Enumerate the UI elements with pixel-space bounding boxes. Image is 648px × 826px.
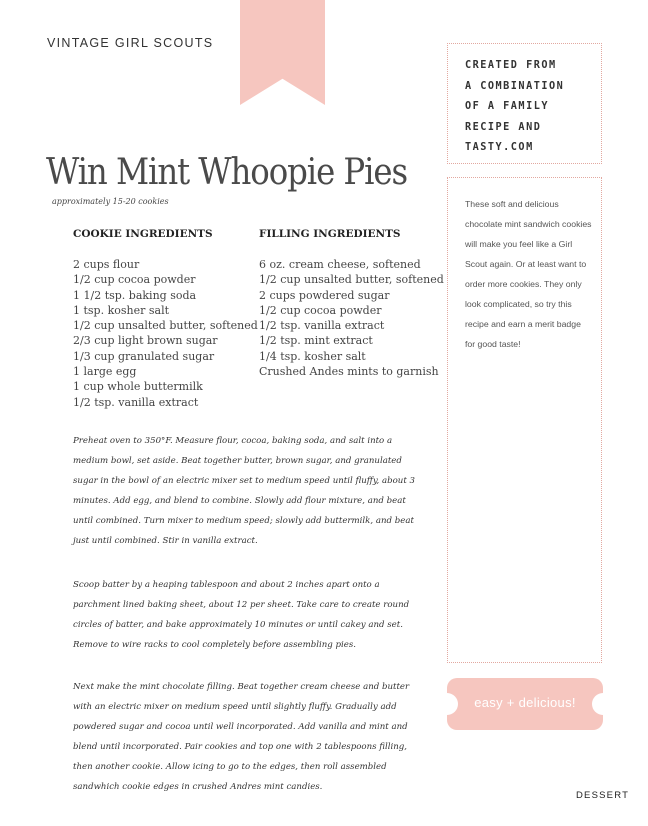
ingredient-item: 2 cups powdered sugar [259,288,390,302]
cookie-ingredients-list [73,257,258,410]
easy-delicious-badge [447,678,603,730]
created-line-2: A COMBINATION [465,80,565,92]
ingredient-item: 1/2 tsp. vanilla extract [73,395,199,409]
recipe-title: Win Mint Whoopie Pies [46,152,408,193]
instructions-step-2: Scoop batter by a heaping tablespoon and about 2 inches apart onto a parchment lined baking sheet, about 12 per sheet. Take care to create round circles of batter, and bake approximately 10 minutes or until cakey and set. Remove to wire racks to cool completely before assembling pies. [73,580,410,650]
sidebar-blurb: These soft and delicious chocolate mint sandwich cookies will make you feel like a Girl Scout again. Or at least want to order more cookies. They only look complicated, so try this recipe and earn a merit badge for good taste! [465,199,592,349]
ingredient-item: Crushed Andes mints to garnish [259,365,439,379]
badge-label: easy + delicious! [474,695,576,710]
ingredient-item: 1/3 cup granulated sugar [73,349,215,363]
ingredient-item: 1 cup whole buttermilk [73,380,203,394]
created-line-3: OF A FAMILY [465,101,549,112]
ingredient-item: 1 1/2 tsp. baking soda [73,288,197,302]
ingredient-item: 1/2 cup unsalted butter, softened [259,273,444,287]
ingredient-item: 1/4 tsp. kosher salt [259,349,366,363]
brand-name: VINTAGE GIRL SCOUTS [47,36,214,50]
created-from-box [447,43,602,164]
ingredient-item: 2 cups flour [73,258,140,271]
created-line-4: RECIPE AND [465,121,542,133]
category-label: DESSERT [576,790,630,801]
filling-ingredients-list [259,257,444,379]
ingredient-item: 6 oz. cream cheese, softened [259,258,421,271]
ribbon-bookmark [240,0,325,105]
ingredient-item: 1/2 cup cocoa powder [259,303,382,317]
instructions-step-1: Preheat oven to 350°F. Measure flour, cocoa, baking soda, and salt into a medium bowl, set aside. Beat together butter, brown sugar, and granulated sugar in the bowl of an electric mixer set to medium speed until fluffy, about 3 minutes. Add egg, and blend to combine. Slowly add flour mixture, and beat until combined. Turn mixer to medium speed; slowly add buttermilk, and beat just until combined. Stir in vanilla extract. [73,436,415,546]
cookie-ingredients-heading: COOKIE INGREDIENTS [73,228,213,240]
ingredient-item: 1 tsp. kosher salt [73,303,170,317]
created-line-5: TASTY.COM [465,142,534,153]
filling-ingredients-heading: FILLING INGREDIENTS [259,228,401,240]
ingredient-item: 1/2 cup cocoa powder [73,273,196,287]
created-line-1: CREATED FROM [465,60,557,71]
ingredient-item: 1/2 cup unsalted butter, softened [73,319,258,333]
instructions-step-3: Next make the mint chocolate filling. Beat together cream cheese and butter with an electric mixer on medium speed until slightly fluffy. Gradually add powdered sugar and cocoa until well incorporated. Add vanilla and mint and blend until incorporated. Pair cookies and top one with 2 tablespoons filling, then another cookie. Allow icing to go to the edges, then roll assembled sandwhich cookie edges in crushed Andres mint candies. [73,682,410,792]
ingredient-item: 2/3 cup light brown sugar [73,334,218,348]
sidebar-box [447,177,602,663]
recipe-yield: approximately 15-20 cookies [52,197,169,206]
ingredient-item: 1 large egg [73,365,137,379]
created-from-note [465,56,564,159]
ingredient-item: 1/2 tsp. mint extract [259,334,373,348]
ingredient-item: 1/2 tsp. vanilla extract [259,319,385,333]
